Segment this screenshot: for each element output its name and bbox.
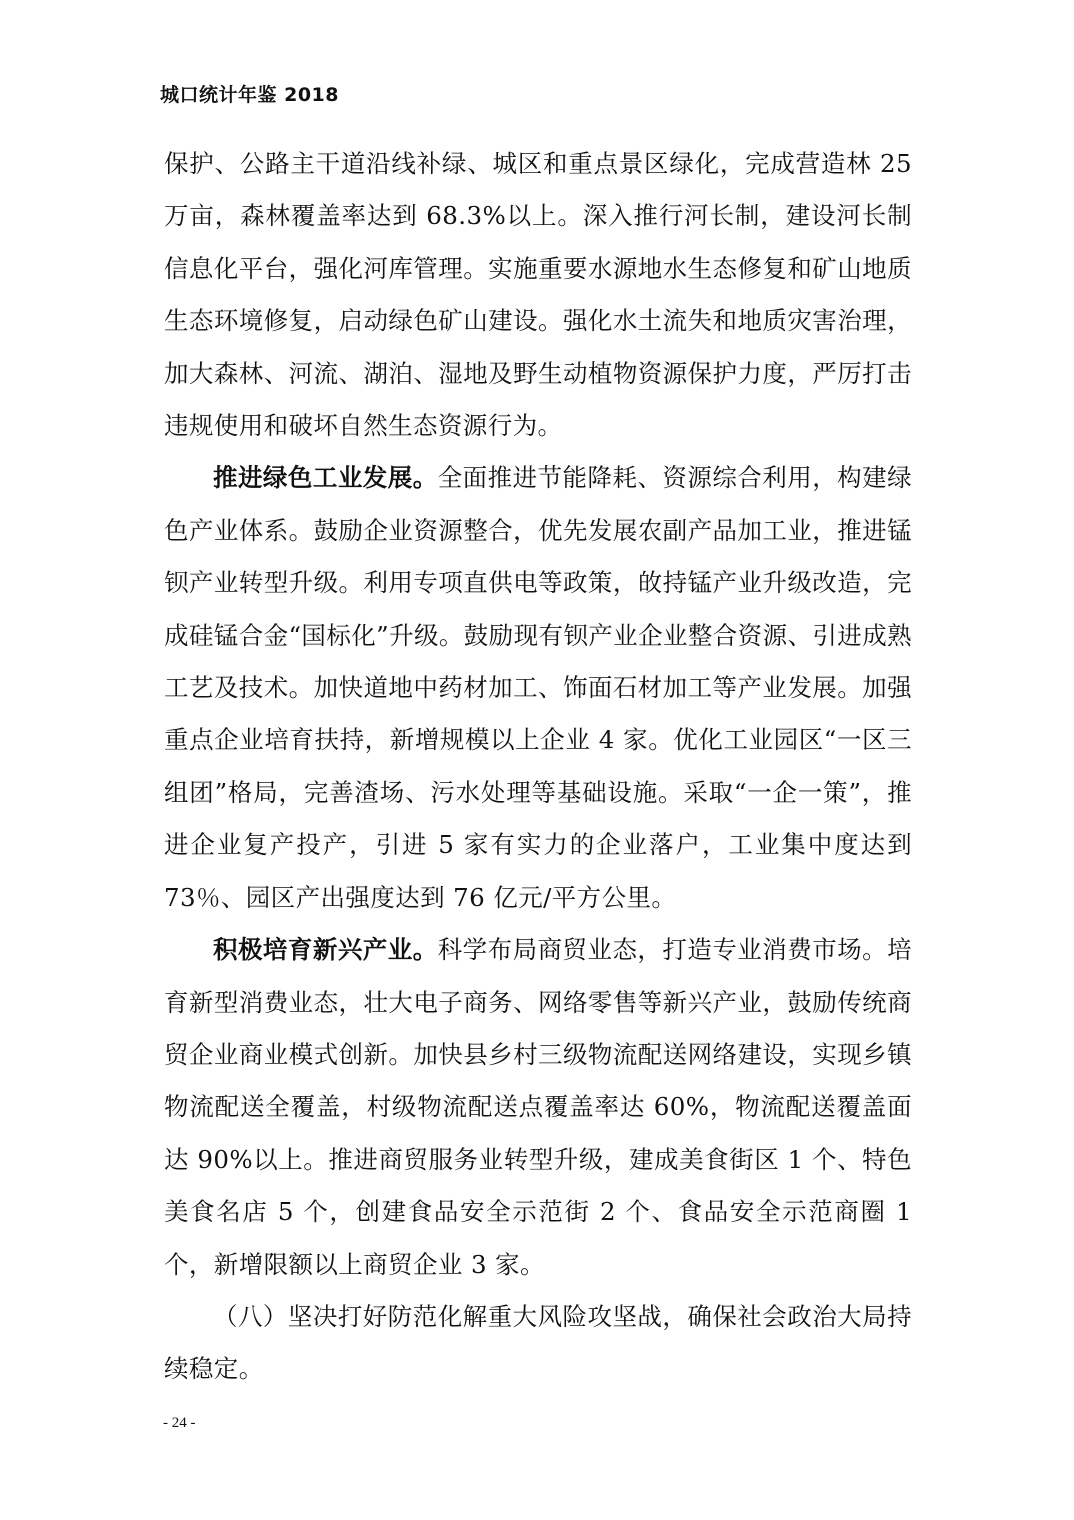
paragraph-text: 保护、公路主干道沿线补绿、城区和重点景区绿化，完成营造林 25 万亩，森林覆盖率达到 68.3%以上。深入推行河长制，建设河长制信息化平台，强化河库管理。实施重要水源地水生态修复和矿山地质生态环境修复，启动绿色矿山建设。强化水土流失和地质灾害治理，加大森林、河流、湖泊、湿地及野生动植物资源保护力度，严厉打击违规使用和破坏自然生态资源行为。	[164, 149, 912, 441]
paragraph-green-industry	[164, 452, 912, 924]
page-header-title: 城口统计年鉴 2018	[160, 84, 339, 106]
paragraph-lead: 推进绿色工业发展。	[213, 463, 438, 493]
paragraph-continuation	[164, 138, 912, 452]
page-number: - 24 -	[163, 1415, 196, 1431]
section-heading-eight	[164, 1291, 912, 1396]
section-heading-text: （八）坚决打好防范化解重大风险攻坚战，确保社会政治大局持续稳定。	[164, 1301, 912, 1384]
paragraph-lead: 积极培育新兴产业。	[213, 935, 438, 965]
paragraph-text: 科学布局商贸业态，打造专业消费市场。培育新型消费业态，壮大电子商务、网络零售等新兴产业，鼓励传统商贸企业商业模式创新。加快县乡村三级物流配送网络建设，实现乡镇物流配送全覆盖，村级物流配送点覆盖率达 60%，物流配送覆盖面达 90%以上。推进商贸服务业转型升级，建成美食街区 1 个、特色美食名店 5 个，创建食品安全示范街 2 个、食品安全示范商圈 1 个，新增限额以上商贸企业 3 家。	[164, 935, 912, 1279]
paragraph-emerging-industry	[164, 924, 912, 1291]
body-text	[164, 138, 912, 1396]
paragraph-text: 全面推进节能降耗、资源综合利用，构建绿色产业体系。鼓励企业资源整合，优先发展农副产品加工业，推进锰钡产业转型升级。利用专项直供电等政策，敀持锰产业升级改造，完成硅锰合金“国标化”升级。鼓励现有钡产业企业整合资源、引进成熟工艺及技术。加快道地中药材加工、饰面石材加工等产业发展。加强重点企业培育扶持，新增规模以上企业 4 家。优化工业园区“一区三组团”格局，完善渣场、污水处理等基础设施。采取“一企一策”，推进企业复产投产，引进 5 家有实力的企业落户，工业集中度达到 73％、园区产出强度达到 76 亿元/平方公里。	[164, 463, 912, 912]
